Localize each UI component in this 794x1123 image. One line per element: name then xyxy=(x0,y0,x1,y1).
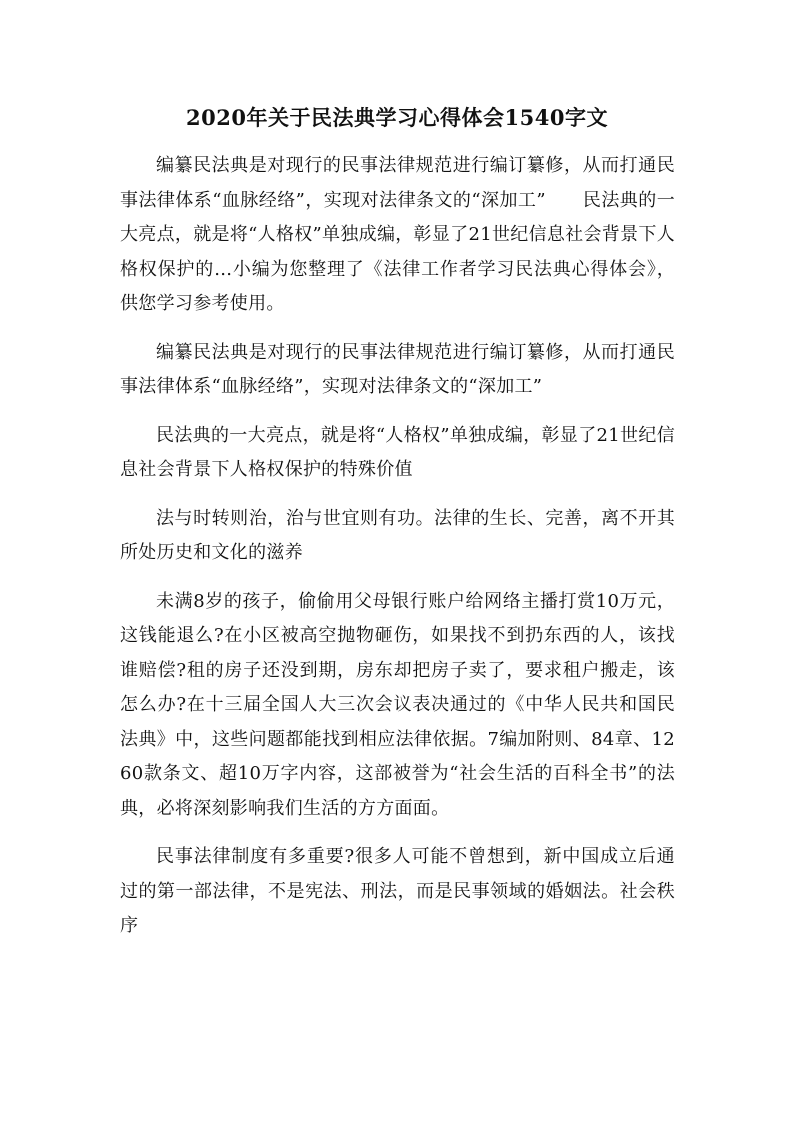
paragraph-2: 编纂民法典是对现行的民事法律规范进行编订纂修，从而打通民事法律体系“血脉经络”，实现对法律条文的“深加工” xyxy=(120,341,675,397)
paragraph-5: 未满8岁的孩子，偷偷用父母银行账户给网络主播打赏10万元，这钱能退么?在小区被高空抛物砸伤，如果找不到扔东西的人，该找谁赔偿?租的房子还没到期，房东却把房子卖了，要求租户搬走，该怎么办?在十三届全国人大三次会议表决通过的《中华人民共和国民法典》中，这些问题都能找到相应法律依据。7编加附则、84章、1260款条文、超10万字内容，这部被誉为“社会生活的百科全书”的法典，必将深刻影响我们生活的方方面面。 xyxy=(120,590,675,819)
paragraph-6: 民事法律制度有多重要?很多人可能不曾想到，新中国成立后通过的第一部法律，不是宪法、刑法，而是民事领域的婚姻法。社会秩序 xyxy=(120,846,675,936)
document-body xyxy=(120,149,675,958)
paragraph-4: 法与时转则治，治与世宜则有功。法律的生长、完善，离不开其所处历史和文化的滋养 xyxy=(120,507,675,563)
document-title: 2020年关于民法典学习心得体会1540字文 xyxy=(186,105,608,130)
paragraph-1: 编纂民法典是对现行的民事法律规范进行编订纂修，从而打通民事法律体系“血脉经络”，实现对法律条文的“深加工” 民法典的一大亮点，就是将“人格权”单独成编，彰显了21世纪信息社会背景下人格权保护的…小编为您整理了《法律工作者学习民法典心得体会》，供您学习参考使用。 xyxy=(120,155,675,314)
paragraph-3: 民法典的一大亮点，就是将“人格权”单独成编，彰显了21世纪信息社会背景下人格权保护的特殊价值 xyxy=(120,424,675,480)
